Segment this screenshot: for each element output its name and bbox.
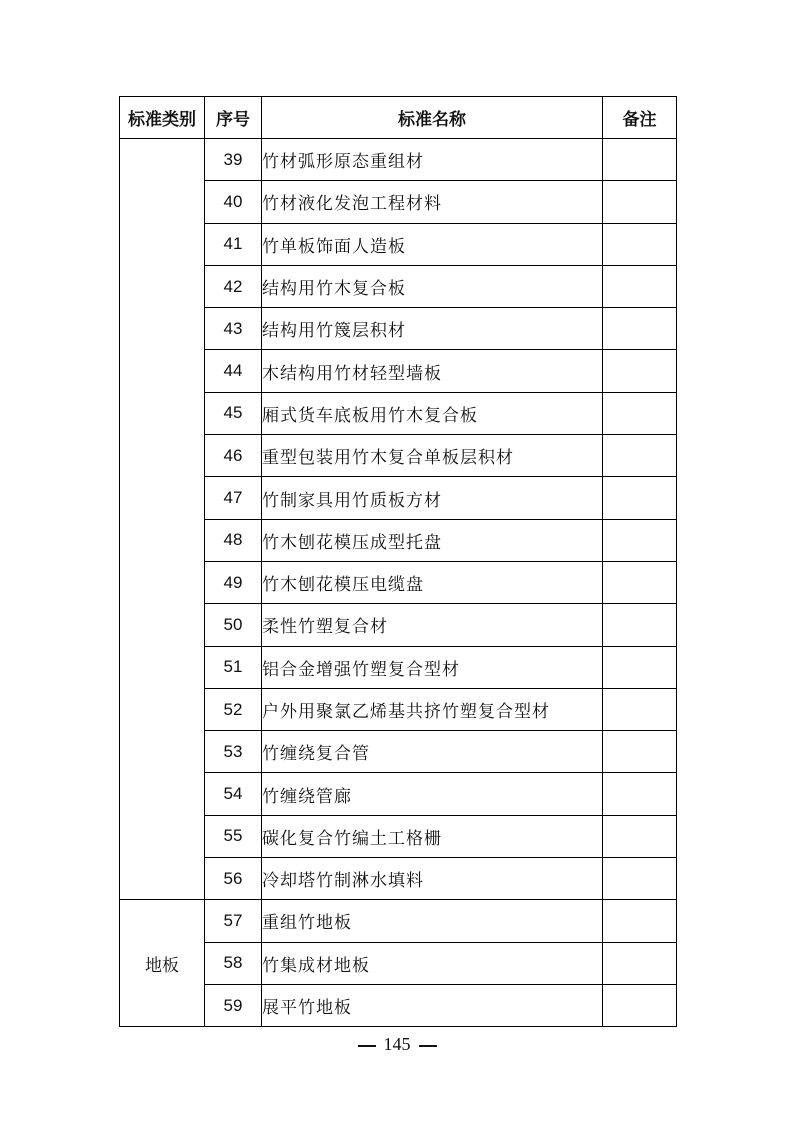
standard-name-cell: 竹单板饰面人造板: [262, 223, 603, 265]
note-cell: [603, 223, 677, 265]
standard-name-cell: 柔性竹塑复合材: [262, 604, 603, 646]
note-cell: [603, 392, 677, 434]
standards-table: [119, 96, 677, 1027]
standard-name-cell: 冷却塔竹制淋水填料: [262, 858, 603, 900]
standard-name-cell: 竹木刨花模压电缆盘: [262, 561, 603, 603]
number-cell: 54: [205, 773, 262, 815]
category-cell: [120, 139, 205, 900]
note-cell: [603, 604, 677, 646]
table-body: [120, 139, 677, 1027]
number-cell: 42: [205, 265, 262, 307]
category-cell: 地板: [120, 900, 205, 1027]
note-cell: [603, 688, 677, 730]
standard-name-cell: 重型包装用竹木复合单板层积材: [262, 435, 603, 477]
number-cell: 41: [205, 223, 262, 265]
note-cell: [603, 984, 677, 1026]
standard-name-cell: 户外用聚氯乙烯基共挤竹塑复合型材: [262, 688, 603, 730]
number-cell: 40: [205, 181, 262, 223]
standard-name-cell: 竹集成材地板: [262, 942, 603, 984]
note-cell: [603, 350, 677, 392]
number-cell: 44: [205, 350, 262, 392]
number-cell: 48: [205, 519, 262, 561]
note-cell: [603, 561, 677, 603]
note-cell: [603, 477, 677, 519]
standard-name-cell: 铝合金增强竹塑复合型材: [262, 646, 603, 688]
standard-name-cell: 竹木刨花模压成型托盘: [262, 519, 603, 561]
note-cell: [603, 181, 677, 223]
table-row: [120, 139, 677, 181]
standard-name-cell: 碳化复合竹编土工格栅: [262, 815, 603, 857]
number-cell: 50: [205, 604, 262, 646]
standard-name-cell: 竹缠绕复合管: [262, 731, 603, 773]
number-cell: 55: [205, 815, 262, 857]
standard-name-cell: 结构用竹篾层积材: [262, 308, 603, 350]
note-cell: [603, 773, 677, 815]
number-cell: 57: [205, 900, 262, 942]
standard-name-cell: 竹材液化发泡工程材料: [262, 181, 603, 223]
header-category: 标准类别: [120, 97, 205, 139]
note-cell: [603, 265, 677, 307]
number-cell: 53: [205, 731, 262, 773]
note-cell: [603, 646, 677, 688]
table-header-row: [120, 97, 677, 139]
number-cell: 52: [205, 688, 262, 730]
note-cell: [603, 942, 677, 984]
header-number: 序号: [205, 97, 262, 139]
note-cell: [603, 308, 677, 350]
note-cell: [603, 815, 677, 857]
note-cell: [603, 435, 677, 477]
note-cell: [603, 731, 677, 773]
note-cell: [603, 519, 677, 561]
note-cell: [603, 139, 677, 181]
footer-dash-right: [419, 1045, 437, 1047]
footer-dash-left: [358, 1045, 376, 1047]
standard-name-cell: 木结构用竹材轻型墙板: [262, 350, 603, 392]
note-cell: [603, 900, 677, 942]
number-cell: 49: [205, 561, 262, 603]
table-row: [120, 900, 677, 942]
number-cell: 58: [205, 942, 262, 984]
page-footer: [0, 1034, 794, 1055]
number-cell: 39: [205, 139, 262, 181]
number-cell: 43: [205, 308, 262, 350]
number-cell: 45: [205, 392, 262, 434]
standard-name-cell: 竹材弧形原态重组材: [262, 139, 603, 181]
header-name: 标准名称: [262, 97, 603, 139]
standard-name-cell: 竹缠绕管廊: [262, 773, 603, 815]
number-cell: 47: [205, 477, 262, 519]
standard-name-cell: 竹制家具用竹质板方材: [262, 477, 603, 519]
standard-name-cell: 结构用竹木复合板: [262, 265, 603, 307]
number-cell: 51: [205, 646, 262, 688]
standard-name-cell: 重组竹地板: [262, 900, 603, 942]
number-cell: 46: [205, 435, 262, 477]
page-number: 145: [383, 1034, 411, 1054]
note-cell: [603, 858, 677, 900]
standard-name-cell: 厢式货车底板用竹木复合板: [262, 392, 603, 434]
number-cell: 59: [205, 984, 262, 1026]
number-cell: 56: [205, 858, 262, 900]
header-note: 备注: [603, 97, 677, 139]
standard-name-cell: 展平竹地板: [262, 984, 603, 1026]
